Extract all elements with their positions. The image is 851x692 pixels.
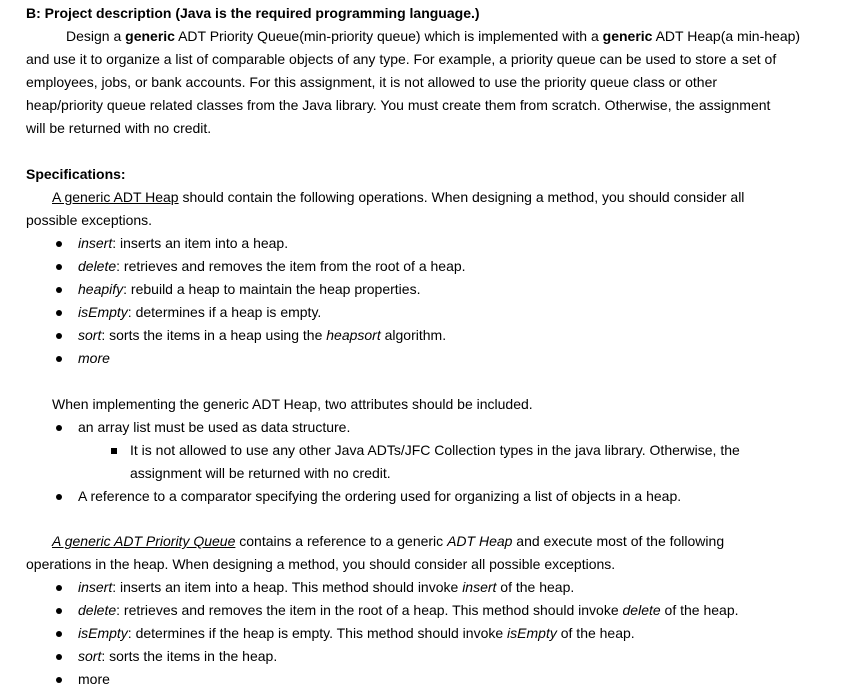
heap-op-delete: [78, 255, 466, 278]
pq-op-isempty: [78, 622, 635, 645]
heap-intro-line-2: possible exceptions.: [26, 212, 153, 228]
heap-op-isempty: [78, 301, 321, 324]
heap-op-more: more: [78, 350, 110, 366]
bullet-icon: [56, 264, 62, 270]
text: contains a reference to a generic: [235, 533, 448, 549]
op-desc: : inserts an item into a heap.: [112, 235, 289, 251]
op-tail: of the heap.: [556, 625, 635, 641]
bullet-icon: [56, 333, 62, 339]
op-desc: : determines if the heap is empty. This method should invoke: [127, 625, 508, 641]
op-name: insert: [78, 579, 113, 595]
attribute-item-2: A reference to a comparator specifying the ordering used for organizing a list of objects in a heap.: [78, 488, 682, 504]
op-desc: : retrieves and removes the item from the root of a heap.: [116, 258, 466, 274]
op-name: insert: [78, 235, 113, 251]
section-b-heading: B: Project description (Java is the required programming language.): [26, 5, 480, 21]
pq-intro-line-2: operations in the heap. When designing a method, you should consider all possible exceptions.: [26, 556, 616, 572]
pq-op-sort: [78, 645, 277, 668]
bullet-icon: [56, 585, 62, 591]
bullet-icon: [56, 241, 62, 247]
op-desc-tail: algorithm.: [380, 327, 447, 343]
op-desc: : inserts an item into a heap. This method should invoke: [112, 579, 463, 595]
pq-op-insert: [78, 576, 574, 599]
op-name: sort: [78, 327, 102, 343]
heap-op-heapify: [78, 278, 420, 301]
bullet-icon: [56, 425, 62, 431]
pq-op-delete: [78, 599, 739, 622]
attribute-item-1: an array list must be used as data structure.: [78, 419, 351, 435]
heap-link-text: A generic ADT Heap: [52, 189, 179, 205]
op-name: isEmpty: [78, 625, 128, 641]
op-name: heapify: [78, 281, 124, 297]
description-line-2: and use it to organize a list of comparable objects of any type. For example, a priority queue can be used to store a set of: [26, 51, 777, 67]
op-tail: of the heap.: [660, 602, 739, 618]
op-ref: delete: [622, 602, 661, 618]
op-desc: : rebuild a heap to maintain the heap properties.: [123, 281, 421, 297]
bullet-icon: [56, 494, 62, 500]
bullet-icon: [56, 356, 62, 362]
attributes-intro: When implementing the generic ADT Heap, two attributes should be included.: [52, 396, 533, 412]
attribute-sub-line-1: It is not allowed to use any other Java ADTs/JFC Collection types in the java library. Otherwise, the: [130, 442, 740, 458]
op-name: isEmpty: [78, 304, 128, 320]
op-name: delete: [78, 258, 117, 274]
text: Design a: [66, 28, 126, 44]
square-bullet-icon: [111, 448, 117, 454]
op-tail: of the heap.: [496, 579, 575, 595]
heap-op-insert: [78, 232, 288, 255]
op-desc: : retrieves and removes the item in the root of a heap. This method should invoke: [116, 602, 623, 618]
text: ADT Priority Queue(min-priority queue) which is implemented with a: [174, 28, 603, 44]
attribute-sub-line-2: assignment will be returned with no credit.: [130, 465, 391, 481]
bullet-icon: [56, 608, 62, 614]
description-line-3: employees, jobs, or bank accounts. For this assignment, it is not allowed to use the priority queue class or other: [26, 74, 718, 90]
adt-heap-text: ADT Heap: [447, 533, 513, 549]
bullet-icon: [56, 631, 62, 637]
heap-op-sort: [78, 324, 446, 347]
op-ref: insert: [462, 579, 497, 595]
specifications-heading: Specifications:: [26, 166, 126, 182]
op-desc: : sorts the items in the heap.: [101, 648, 278, 664]
bullet-icon: [56, 287, 62, 293]
text: and execute most of the following: [512, 533, 725, 549]
text: ADT Heap(a min-heap): [652, 28, 801, 44]
pq-op-more: more: [78, 671, 110, 687]
pq-link-text: A generic ADT Priority Queue: [52, 533, 236, 549]
generic-bold: generic: [602, 28, 653, 44]
bullet-icon: [56, 677, 62, 683]
bullet-icon: [56, 654, 62, 660]
op-desc: : determines if a heap is empty.: [127, 304, 322, 320]
heap-intro-line-1: [52, 186, 744, 209]
description-line-5: will be returned with no credit.: [26, 120, 212, 136]
op-name: delete: [78, 602, 117, 618]
description-line-1: [66, 25, 800, 48]
op-name: sort: [78, 648, 102, 664]
bullet-icon: [56, 310, 62, 316]
text: should contain the following operations. When designing a method, you should consider all: [178, 189, 745, 205]
pq-intro-line-1: [52, 530, 724, 553]
description-line-4: heap/priority queue related classes from the Java library. You must create them from scratch. Otherwise, the assignment: [26, 97, 771, 113]
heapsort-text: heapsort: [326, 327, 381, 343]
op-ref: isEmpty: [507, 625, 557, 641]
op-desc: : sorts the items in a heap using the: [101, 327, 327, 343]
generic-bold: generic: [125, 28, 175, 44]
